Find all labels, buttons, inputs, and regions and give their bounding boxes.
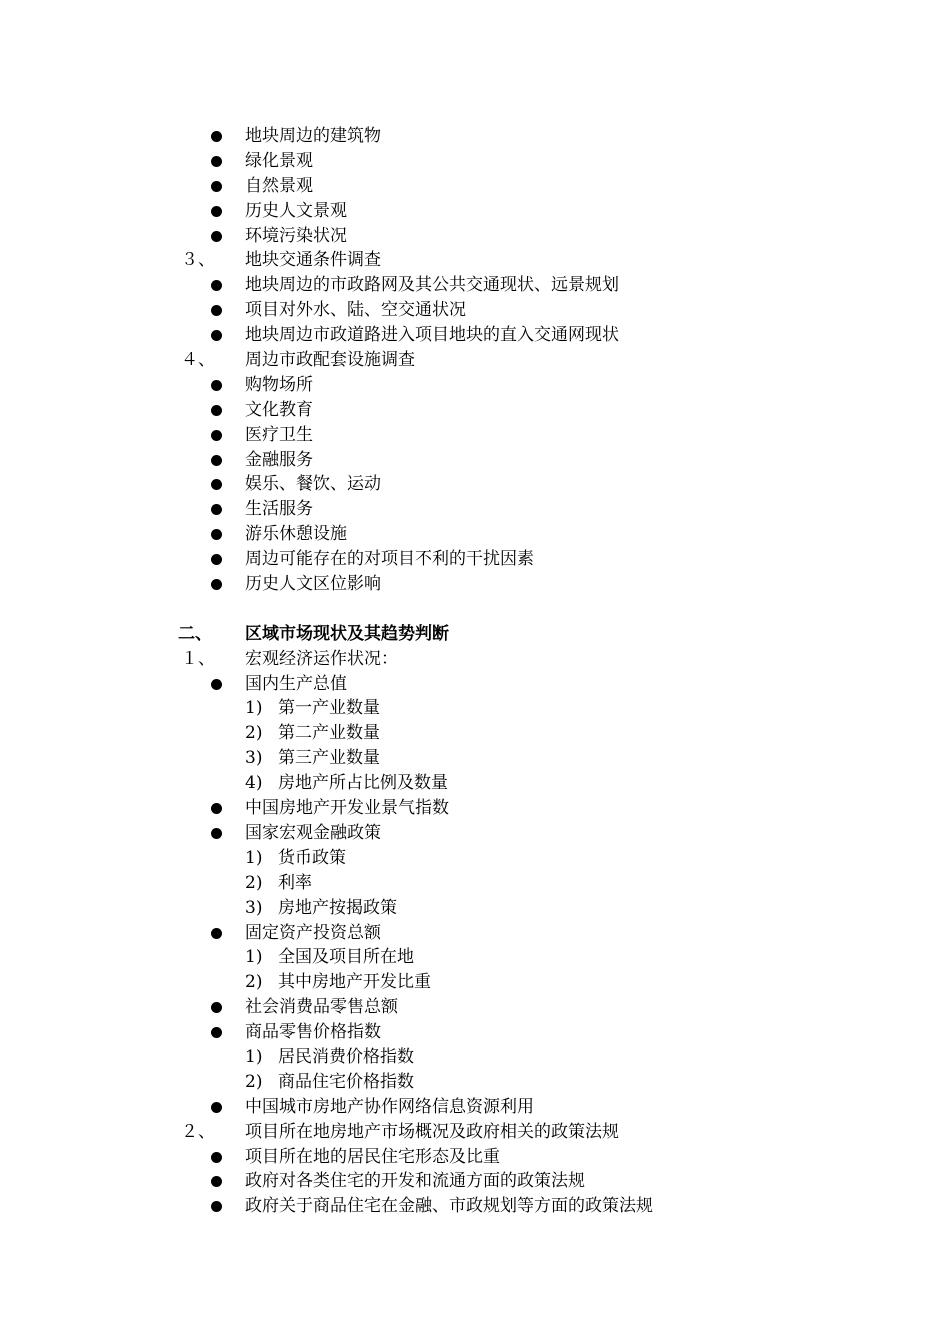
bullet-text: 周边可能存在的对项目不利的干扰因素: [245, 549, 534, 570]
section-title: 周边市政配套设施调查: [245, 350, 415, 371]
bullet-text: 地块周边市政道路进入项目地块的直入交通网现状: [245, 325, 619, 346]
bullet-text: 游乐休憩设施: [245, 524, 347, 545]
bullet-text: 中国房地产开发业景气指数: [245, 798, 449, 819]
bullet-item: [0, 298, 950, 323]
subitem-number: 1): [245, 847, 263, 868]
bullet-item: [0, 1020, 950, 1045]
bullet-item: [0, 373, 950, 398]
numbered-subitem: [0, 1045, 950, 1070]
subitem-number: 4): [245, 773, 263, 794]
bullet-icon: [211, 156, 222, 167]
bullet-text: 中国城市房地产协作网络信息资源利用: [245, 1096, 534, 1117]
subitem-text: 第一产业数量: [278, 698, 380, 719]
section-number: ３、: [181, 250, 215, 271]
bullet-icon: [211, 181, 222, 192]
bullet-item: [0, 1095, 950, 1120]
bullet-item: [0, 273, 950, 298]
subitem-text: 商品住宅价格指数: [278, 1071, 414, 1092]
numbered-section: [0, 248, 950, 273]
bullet-icon: [211, 504, 222, 515]
section-number: ４、: [181, 350, 215, 371]
bullet-icon: [211, 1152, 222, 1163]
subitem-number: 1): [245, 698, 263, 719]
bullet-item: [0, 821, 950, 846]
bullet-item: [0, 672, 950, 697]
bullet-item: [0, 398, 950, 423]
subitem-text: 居民消费价格指数: [278, 1046, 414, 1067]
numbered-subitem: [0, 746, 950, 771]
numbered-subitem: [0, 721, 950, 746]
bullet-icon: [211, 828, 222, 839]
document-page: [0, 124, 950, 1219]
numbered-subitem: [0, 970, 950, 995]
bullet-item: [0, 448, 950, 473]
bullet-text: 历史人文区位影响: [245, 574, 381, 595]
bullet-icon: [211, 479, 222, 490]
numbered-subitem: [0, 871, 950, 896]
subitem-text: 其中房地产开发比重: [278, 972, 431, 993]
bullet-item: [0, 423, 950, 448]
bullet-text: 商品零售价格指数: [245, 1022, 381, 1043]
bullet-icon: [211, 231, 222, 242]
bullet-icon: [211, 131, 222, 142]
subitem-number: 2): [245, 972, 263, 993]
bullet-item: [0, 224, 950, 249]
subitem-text: 利率: [278, 872, 312, 893]
bullet-text: 金融服务: [245, 449, 313, 470]
subitem-number: 2): [245, 1071, 263, 1092]
bullet-icon: [211, 330, 222, 341]
bullet-text: 生活服务: [245, 499, 313, 520]
bullet-item: [0, 522, 950, 547]
bullet-text: 历史人文景观: [245, 200, 347, 221]
section-number: 二、: [178, 623, 212, 644]
bullet-icon: [211, 380, 222, 391]
bullet-text: 社会消费品零售总额: [245, 997, 398, 1018]
bullet-icon: [211, 1102, 222, 1113]
bullet-icon: [211, 305, 222, 316]
bullet-item: [0, 124, 950, 149]
bullet-item: [0, 995, 950, 1020]
bullet-text: 购物场所: [245, 374, 313, 395]
subitem-text: 房地产所占比例及数量: [278, 773, 448, 794]
bullet-item: [0, 1194, 950, 1219]
numbered-subitem: [0, 896, 950, 921]
subitem-text: 全国及项目所在地: [278, 947, 414, 968]
bullet-text: 国家宏观金融政策: [245, 822, 381, 843]
bullet-text: 文化教育: [245, 399, 313, 420]
bullet-icon: [211, 280, 222, 291]
subitem-number: 1): [245, 1046, 263, 1067]
bullet-icon: [211, 579, 222, 590]
bullet-item: [0, 472, 950, 497]
bullet-icon: [211, 529, 222, 540]
bullet-icon: [211, 1027, 222, 1038]
bullet-text: 固定资产投资总额: [245, 922, 381, 943]
subitem-text: 房地产按揭政策: [278, 897, 397, 918]
bullet-icon: [211, 554, 222, 565]
bullet-text: 政府对各类住宅的开发和流通方面的政策法规: [245, 1171, 585, 1192]
bullet-text: 地块周边的市政路网及其公共交通现状、远景规划: [245, 275, 619, 296]
bullet-icon: [211, 679, 222, 690]
section-title: 宏观经济运作状况：: [245, 648, 398, 669]
bullet-text: 自然景观: [245, 175, 313, 196]
bullet-text: 项目对外水、陆、空交通状况: [245, 300, 466, 321]
section-number: ２、: [181, 1121, 215, 1142]
numbered-subitem: [0, 945, 950, 970]
bullet-item: [0, 572, 950, 597]
bullet-text: 国内生产总值: [245, 673, 347, 694]
bullet-icon: [211, 1176, 222, 1187]
subitem-number: 3): [245, 897, 263, 918]
subitem-number: 3): [245, 748, 263, 769]
bullet-text: 项目所在地的居民住宅形态及比重: [245, 1146, 500, 1167]
bullet-item: [0, 547, 950, 572]
section-heading: [0, 622, 950, 647]
numbered-section: [0, 647, 950, 672]
numbered-subitem: [0, 1070, 950, 1095]
bullet-icon: [211, 1201, 222, 1212]
bullet-text: 环境污染状况: [245, 225, 347, 246]
numbered-subitem: [0, 696, 950, 721]
blank-line: [0, 597, 950, 622]
subitem-number: 2): [245, 723, 263, 744]
section-title: 项目所在地房地产市场概况及政府相关的政策法规: [245, 1121, 619, 1142]
bullet-item: [0, 149, 950, 174]
bullet-item: [0, 1145, 950, 1170]
section-title: 地块交通条件调查: [245, 250, 381, 271]
numbered-subitem: [0, 846, 950, 871]
numbered-section: [0, 1120, 950, 1145]
bullet-icon: [211, 1002, 222, 1013]
bullet-icon: [211, 405, 222, 416]
bullet-item: [0, 796, 950, 821]
bullet-icon: [211, 430, 222, 441]
subitem-text: 第二产业数量: [278, 723, 380, 744]
numbered-subitem: [0, 771, 950, 796]
numbered-section: [0, 348, 950, 373]
bullet-item: [0, 199, 950, 224]
bullet-text: 娱乐、餐饮、运动: [245, 474, 381, 495]
subitem-text: 第三产业数量: [278, 748, 380, 769]
subitem-text: 货币政策: [278, 847, 346, 868]
bullet-item: [0, 1169, 950, 1194]
bullet-text: 绿化景观: [245, 150, 313, 171]
bullet-text: 医疗卫生: [245, 424, 313, 445]
section-number: １、: [181, 648, 215, 669]
section-title: 区域市场现状及其趋势判断: [245, 623, 449, 644]
bullet-text: 地块周边的建筑物: [245, 126, 381, 146]
bullet-icon: [211, 928, 222, 939]
subitem-number: 1): [245, 947, 263, 968]
subitem-number: 2): [245, 872, 263, 893]
bullet-item: [0, 174, 950, 199]
bullet-item: [0, 921, 950, 946]
bullet-item: [0, 323, 950, 348]
bullet-icon: [211, 803, 222, 814]
bullet-icon: [211, 206, 222, 217]
bullet-item: [0, 497, 950, 522]
bullet-icon: [211, 455, 222, 466]
bullet-text: 政府关于商品住宅在金融、市政规划等方面的政策法规: [245, 1196, 653, 1217]
